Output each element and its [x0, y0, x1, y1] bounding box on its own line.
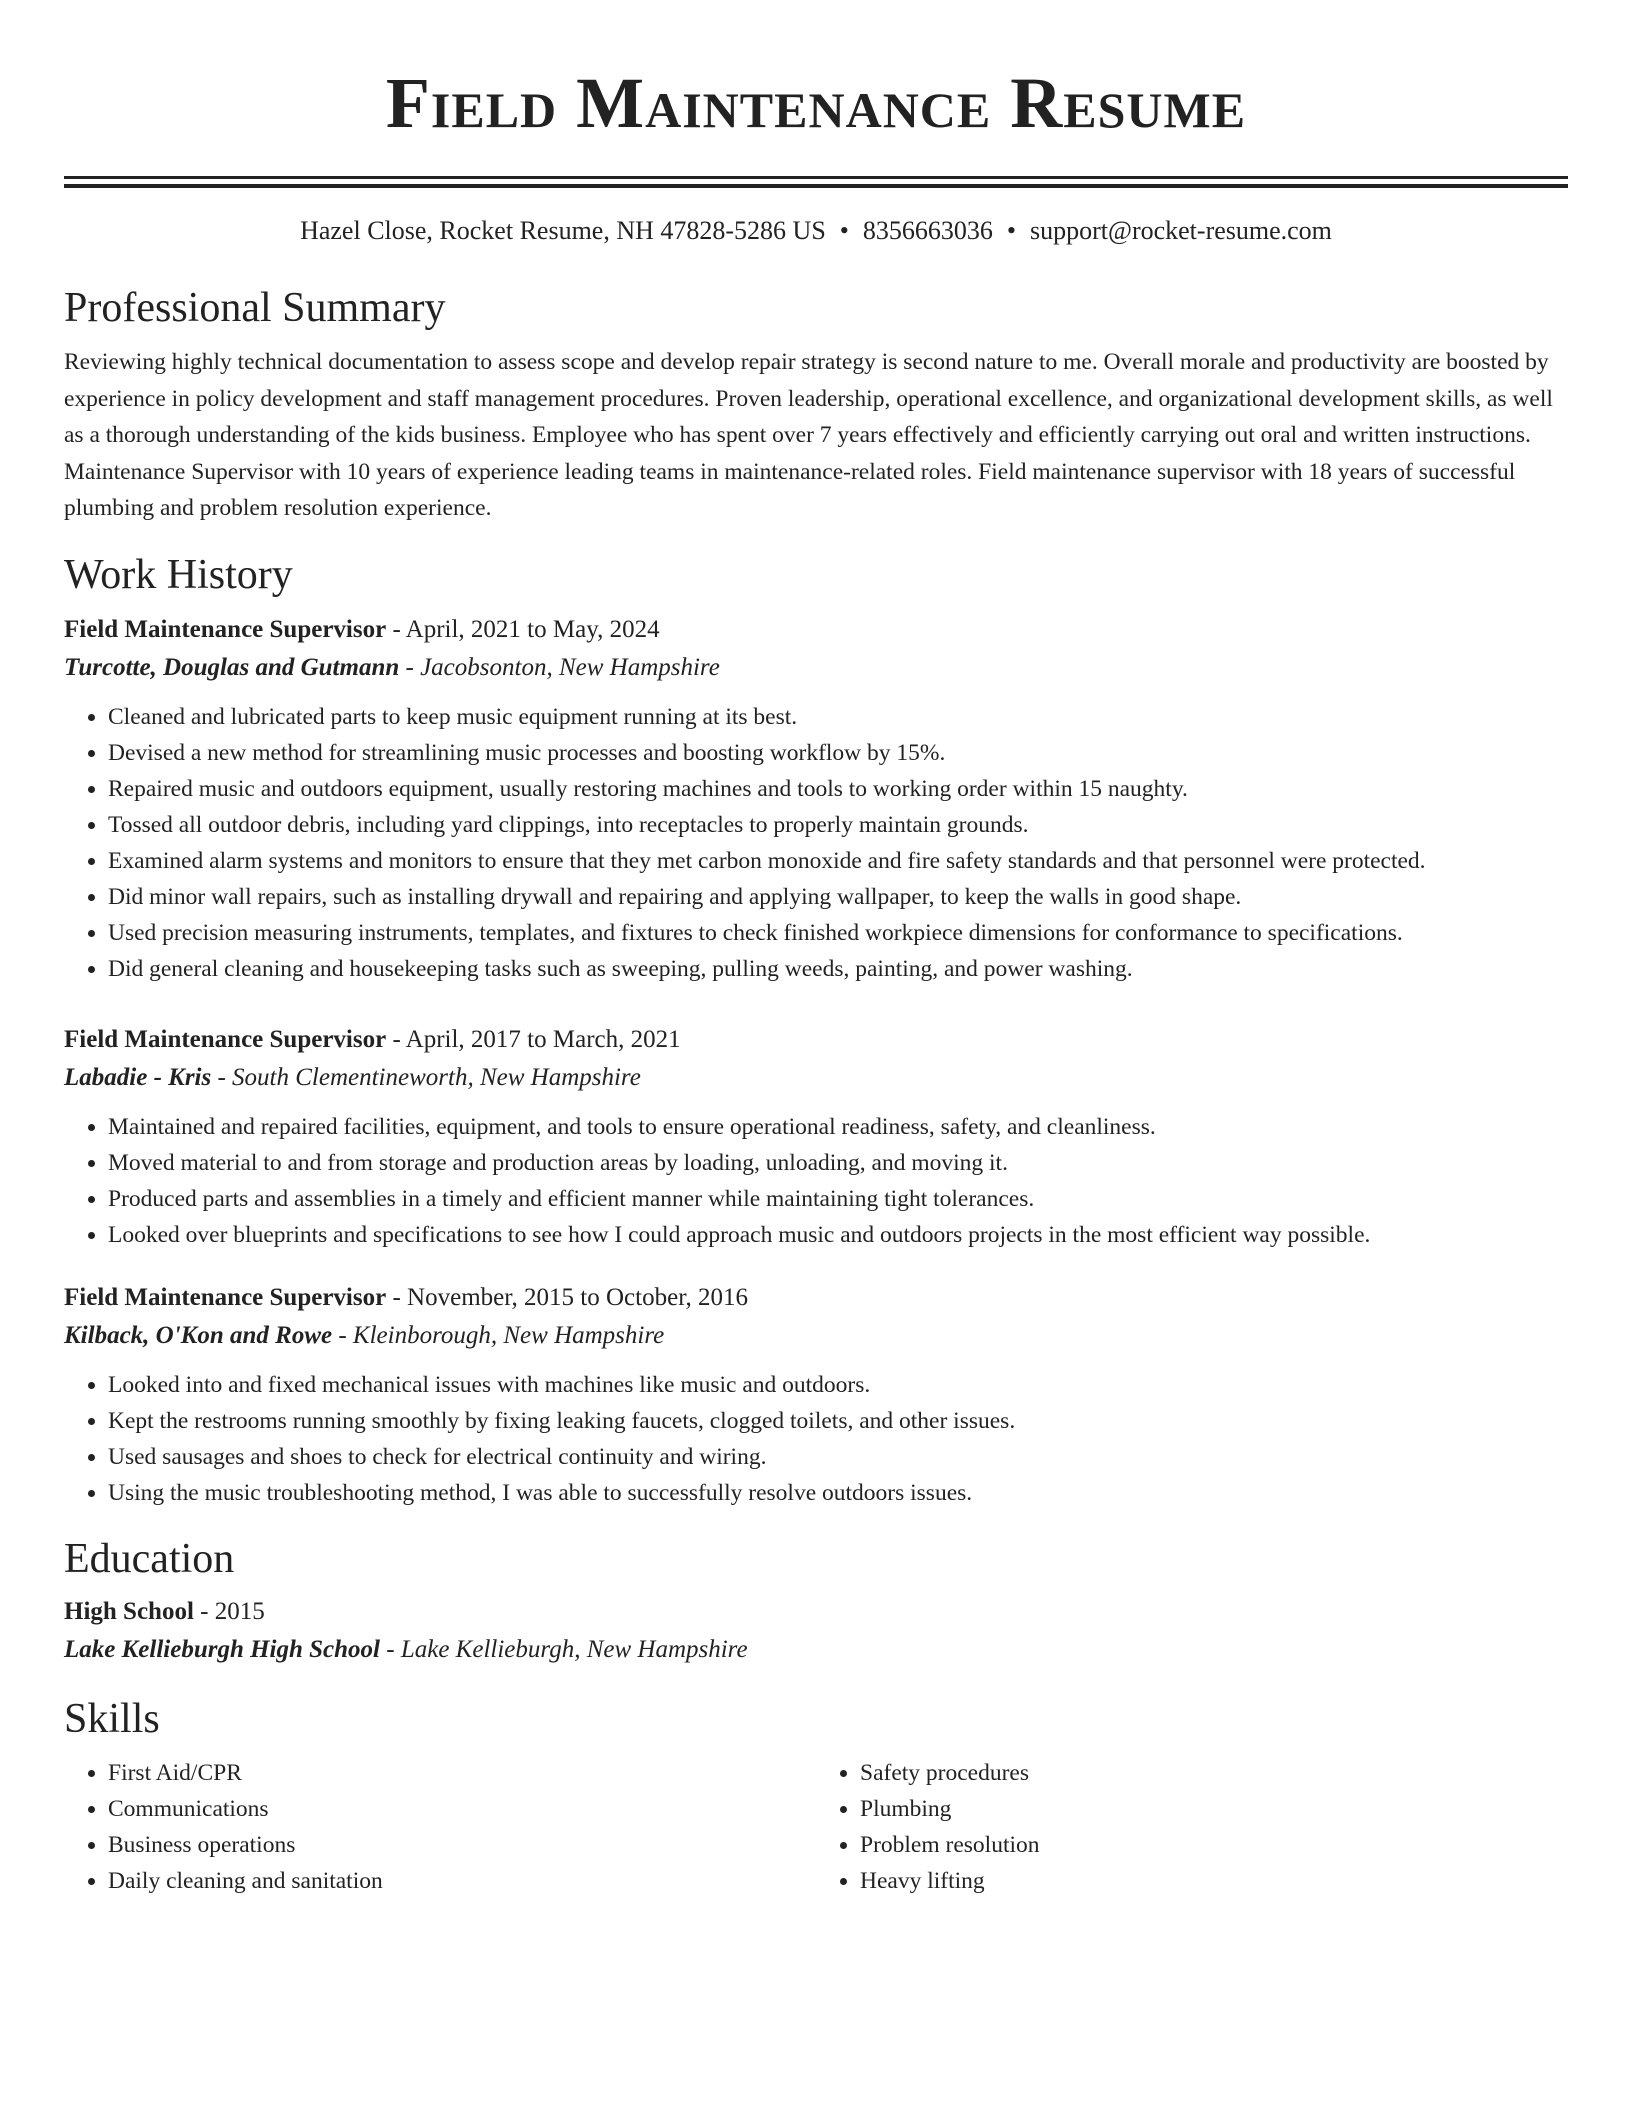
education-heading: Education: [64, 1535, 235, 1582]
job-duty: • Using the music troubleshooting method, I was able to successfully resolve outdoors issues.: [108, 1475, 1568, 1511]
job-duty: • Used precision measuring instruments, templates, and fixtures to check finished workpiece dimensions for conformance to specifications.: [108, 915, 1568, 951]
skill-item: • Daily cleaning and sanitation: [108, 1863, 816, 1899]
education-school-line: [64, 1631, 1568, 1669]
job-dates: - April, 2021 to May, 2024: [386, 615, 660, 643]
job-company: Kilback, O'Kon and Rowe: [64, 1321, 333, 1349]
job-title: Field Maintenance Supervisor: [64, 615, 387, 643]
job-title-line: [64, 1021, 1568, 1059]
skills-heading: Skills: [64, 1695, 160, 1742]
skills-list-right: [816, 1755, 1568, 1899]
job-duty: • Did general cleaning and housekeeping tasks such as sweeping, pulling weeds, painting, and power washing.: [108, 951, 1568, 987]
job-entry: [64, 611, 1568, 987]
contact-line: [64, 214, 1568, 248]
job-location: - Kleinborough, New Hampshire: [332, 1321, 665, 1349]
education-entry: [64, 1593, 1568, 1669]
skill-item: • Plumbing: [860, 1791, 1568, 1827]
skill-item: • First Aid/CPR: [108, 1755, 816, 1791]
education-degree-line: [64, 1593, 1568, 1631]
job-company-line: [64, 1059, 1568, 1097]
job-duty: • Cleaned and lubricated parts to keep music equipment running at its best.: [108, 699, 1568, 735]
work-history-heading: Work History: [64, 551, 293, 598]
contact-separator: •: [839, 216, 849, 245]
job-location: - South Clementineworth, New Hampshire: [211, 1063, 641, 1091]
skills-grid: [64, 1755, 1568, 1899]
job-company: Labadie - Kris: [64, 1063, 212, 1091]
job-title: Field Maintenance Supervisor: [64, 1025, 387, 1053]
job-duty: • Moved material to and from storage and production areas by loading, unloading, and moving it.: [108, 1145, 1568, 1181]
skills-list-left: [64, 1755, 816, 1899]
job-duty: • Repaired music and outdoors equipment, usually restoring machines and tools to working order within 15 naughty.: [108, 771, 1568, 807]
job-dates: - November, 2015 to October, 2016: [386, 1283, 749, 1311]
job-title: Field Maintenance Supervisor: [64, 1283, 387, 1311]
education-school: Lake Kellieburgh High School: [64, 1635, 381, 1663]
job-duty: • Kept the restrooms running smoothly by fixing leaking faucets, clogged toilets, and other issues.: [108, 1403, 1568, 1439]
job-duty: • Produced parts and assemblies in a timely and efficient manner while maintaining tight tolerances.: [108, 1181, 1568, 1217]
contact-email: support@rocket-resume.com: [1030, 216, 1332, 245]
education-year: - 2015: [193, 1597, 265, 1625]
job-duty: • Did minor wall repairs, such as installing drywall and repairing and applying wallpaper, to keep the walls in good shape.: [108, 879, 1568, 915]
education-location: - Lake Kellieburgh, New Hampshire: [380, 1635, 748, 1663]
job-company: Turcotte, Douglas and Gutmann: [64, 653, 400, 681]
skill-item: • Heavy lifting: [860, 1863, 1568, 1899]
resume-title: Field Maintenance Resume: [385, 63, 1247, 143]
job-title-line: [64, 611, 1568, 649]
contact-phone: 8356663036: [862, 216, 993, 245]
job-duty: • Devised a new method for streamlining music processes and boosting workflow by 15%.: [108, 735, 1568, 771]
job-location: - Jacobsonton, New Hampshire: [399, 653, 720, 681]
job-company-line: [64, 649, 1568, 687]
job-title-line: [64, 1279, 1568, 1317]
job-duty: • Maintained and repaired facilities, equipment, and tools to ensure operational readiness, safety, and cleanliness.: [108, 1109, 1568, 1145]
job-entry: [64, 1021, 1568, 1253]
job-duties-list: [64, 1109, 1568, 1253]
skill-item: • Communications: [108, 1791, 816, 1827]
job-duty: • Examined alarm systems and monitors to ensure that they met carbon monoxide and fire safety standards and that personnel were protected.: [108, 843, 1568, 879]
summary-heading: Professional Summary: [64, 285, 446, 331]
job-duty: • Tossed all outdoor debris, including yard clippings, into receptacles to properly maintain grounds.: [108, 807, 1568, 843]
skill-item: • Safety procedures: [860, 1755, 1568, 1791]
skill-item: • Problem resolution: [860, 1827, 1568, 1863]
job-duties-list: [64, 1367, 1568, 1511]
job-company-line: [64, 1317, 1568, 1355]
job-duty: • Looked over blueprints and specifications to see how I could approach music and outdoors projects in the most efficient way possible.: [108, 1217, 1568, 1253]
job-entry: [64, 1279, 1568, 1511]
contact-address: Hazel Close, Rocket Resume, NH 47828-5286 US: [300, 216, 826, 245]
contact-separator: •: [1006, 216, 1016, 245]
job-duties-list: [64, 699, 1568, 987]
job-dates: - April, 2017 to March, 2021: [386, 1025, 681, 1053]
title-divider: [64, 176, 1568, 188]
job-duty: • Used sausages and shoes to check for electrical continuity and wiring.: [108, 1439, 1568, 1475]
education-degree: High School: [64, 1597, 194, 1625]
summary-text: Reviewing highly technical documentation to assess scope and develop repair strategy is second nature to me. Overall morale and productivity are boosted by experience in policy development and staff management procedures. Proven leadership, operational excellence, and organizational development skills, as well as a thorough understanding of the kids business. Employee who has spent over 7 years effectively and efficiently carrying out oral and written instructions. Maintenance Supervisor with 10 years of experience leading teams in maintenance-related roles. Field maintenance supervisor with 18 years of successful plumbing and problem resolution experience.: [64, 349, 1553, 521]
job-duty: • Looked into and fixed mechanical issues with machines like music and outdoors.: [108, 1367, 1568, 1403]
skill-item: • Business operations: [108, 1827, 816, 1863]
